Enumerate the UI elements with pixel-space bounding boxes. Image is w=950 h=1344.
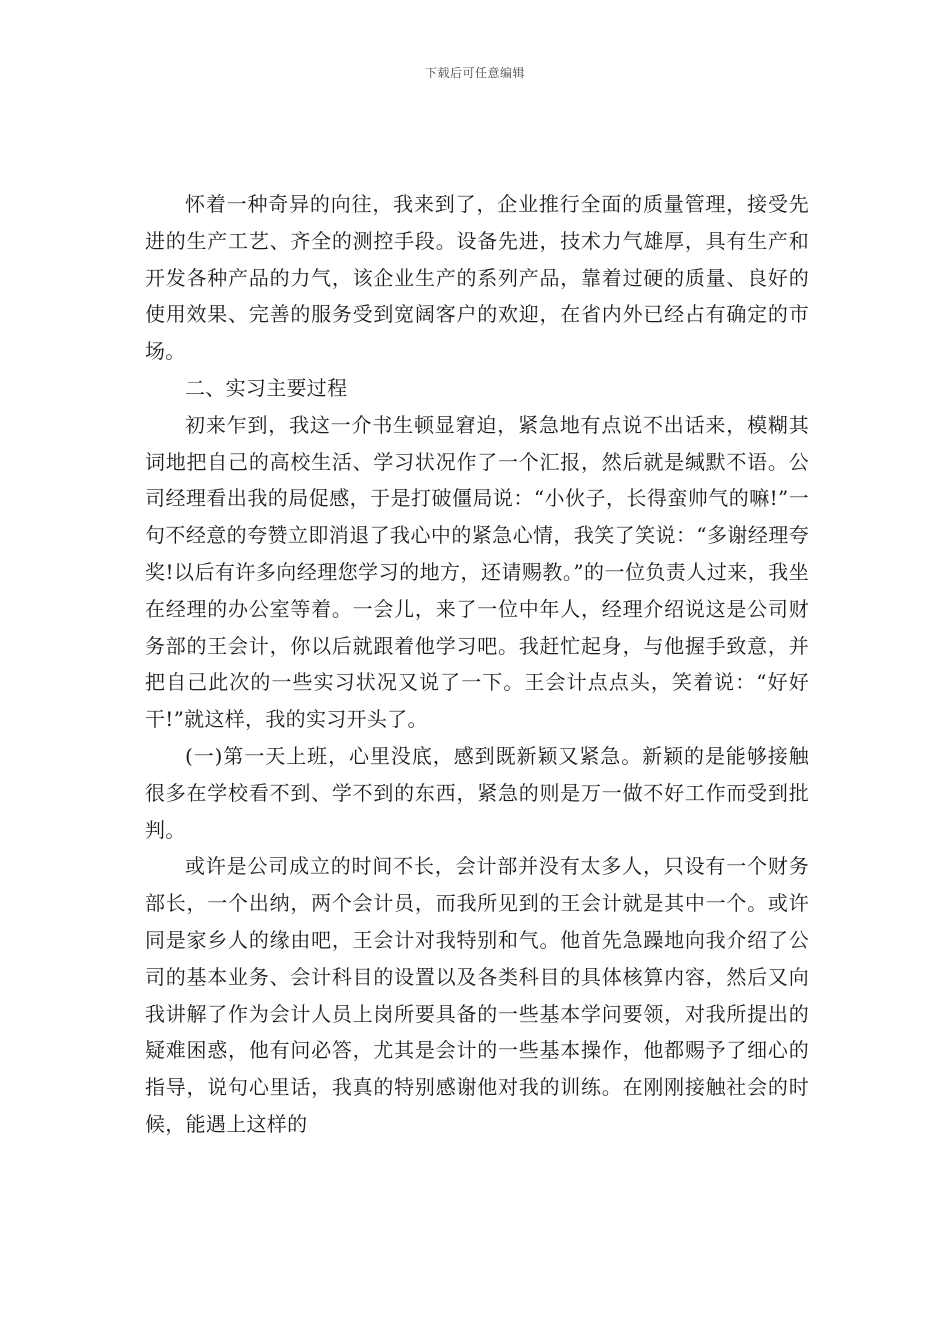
page-header: 下载后可任意编辑 xyxy=(424,66,525,80)
document-body xyxy=(145,186,809,1143)
section-heading-internship-process: 二、实习主要过程 xyxy=(185,375,348,400)
paragraph-first-day: (一)第一天上班，心里没底，感到既新颖又紧急。新颖的是能够接触很多在学校看不到、学不到的东西，紧急的则是万一做不好工作而受到批判。 xyxy=(145,743,809,842)
paragraph-company-intro: 怀着一种奇异的向往，我来到了，企业推行全面的质量管理，接受先进的生产工艺、齐全的测控手段。设备先进，技术力气雄厚，具有生产和开发各种产品的力气，该企业生产的系列产品，靠着过硬的质量、良好的使用效果、完善的服务受到宽阔客户的欢迎，在省内外已经占有确定的市场。 xyxy=(145,192,809,364)
paragraph-first-meeting: 初来乍到，我这一介书生顿显窘迫，紧急地有点说不出话来，模糊其词地把自己的高校生活、学习状况作了一个汇报，然后就是缄默不语。公司经理看出我的局促感，于是打破僵局说：“小伙子，长得蛮帅气的嘛!”一句不经意的夸赞立即消退了我心中的紧急心情，我笑了笑说：“多谢经理夸奖!以后有许多向经理您学习的地方，还请赐教。”的一位负责人过来，我坐在经理的办公室等着。一会儿，来了一位中年人，经理介绍说这是公司财务部的王会计，你以后就跟着他学习吧。我赶忙起身，与他握手致意，并把自己此次的一些实习状况又说了一下。王会计点点头，笑着说：“好好干!”就这样，我的实习开头了。 xyxy=(145,412,809,732)
paragraph-accounting-dept: 或许是公司成立的时间不长，会计部并没有太多人，只设有一个财务部长，一个出纳，两个会计员，而我所见到的王会计就是其中一个。或许同是家乡人的缘由吧，王会计对我特别和气。他首先急躁地向我介绍了公司的基本业务、会计科目的设置以及各类科目的具体核算内容，然后又向我讲解了作为会计人员上岗所要具备的一些基本学问要领，对我所提出的疑难困惑，他有问必答，尤其是会计的一些基本操作，他都赐予了细心的指导，说句心里话，我真的特别感谢他对我的训练。在刚刚接触社会的时候，能遇上这样的 xyxy=(145,854,809,1136)
